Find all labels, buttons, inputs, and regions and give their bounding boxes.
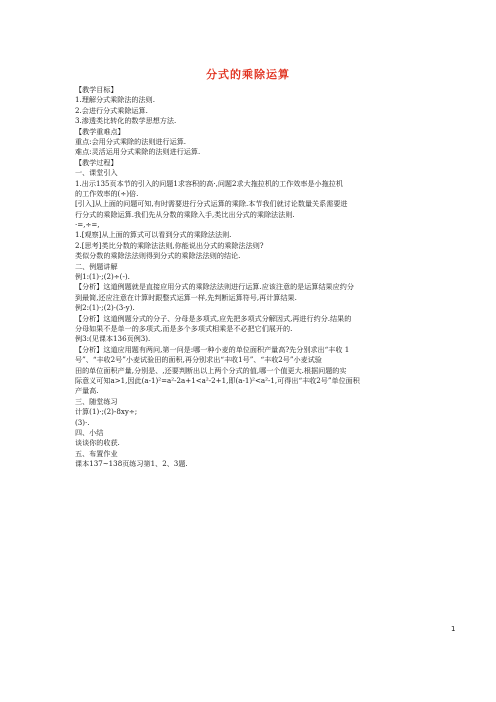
page-number: 1 <box>451 625 456 633</box>
document-line: 四、小结 <box>75 427 104 437</box>
page-title: 分式的乘除运算 <box>206 68 290 81</box>
document-line: 到最简,还应注意在计算时跟整式运算一样,先判断运算符号,再计算结果. <box>75 292 297 302</box>
document-line: 【分析】这道例题分式的分子、分母是多项式,应先把多项式分解因式,再进行约分.结果的 <box>75 313 352 323</box>
document-line: 三、随堂练习 <box>75 396 118 406</box>
document-line: 【教学过程】 <box>75 157 118 167</box>
document-line: 2.会进行分式乘除运算. <box>75 105 148 115</box>
document-line: 二、例题讲解 <box>75 261 118 271</box>
document-line: 产量高. <box>75 386 99 396</box>
document-line: 的工作效率的(÷)倍. <box>75 188 139 198</box>
document-line: 1.[观察]从上面的算式可以看到分式的乘除法法则. <box>75 230 232 240</box>
document-line: 谈谈你的收获. <box>75 438 120 448</box>
document-line: 五、布置作业 <box>75 448 118 458</box>
document-line: 分母如果不是单一的多项式,而是多个多项式相乘是不必把它们展开的. <box>75 323 293 333</box>
document-line: 例1:(1)·;(2)÷(-). <box>75 272 130 282</box>
document-line: 1.理解分式乘除法的法则. <box>75 95 155 105</box>
document-line: 例3:(见课本136页例3). <box>75 334 151 344</box>
document-line: 【分析】这道例题就是直接应用分式的乘除法法则进行运算.应该注意的是运算结果应约分 <box>75 282 354 292</box>
document-line: 【分析】这道应用题有两问,第一问是:哪一种小麦的单位面积产量高?先分别求出“丰收 1 <box>75 344 350 354</box>
document-line: (3)·. <box>75 417 90 427</box>
document-line: ·=,÷=, <box>75 220 100 230</box>
document-line: 【教学重难点】 <box>75 126 125 136</box>
document-line: 田的单位面积产量,分别是、,还要判断出以上两个分式的值,哪一个值更大.根据问题的实 <box>75 365 347 375</box>
document-body <box>75 85 420 469</box>
document-line: 类似分数的乘除法法则得到分式的乘除法法则的结论. <box>75 251 241 261</box>
document-line: [引入]从上面的问题可知,有时需要进行分式运算的乘除.本节我们就讨论数量关系需要进 <box>75 199 348 209</box>
document-line: 一、课堂引入 <box>75 168 118 178</box>
document-line: 号”、“丰收2号”小麦试验田的面积,再分别求出“丰收1号”、“丰收2号”小麦试验 <box>75 355 322 365</box>
document-line: 课本137~138页练习第1、2、3题. <box>75 459 188 469</box>
document-line: 3.渗透类比转化的数学思想方法. <box>75 116 177 126</box>
document-line: 例2:(1)·;(2)·(3-y). <box>75 303 135 313</box>
document-line: 计算(1)·;(2)-8xy÷; <box>75 407 138 417</box>
document-line: 难点:灵活运用分式乘除的法则进行运算. <box>75 147 201 157</box>
document-line: 际意义可知a>1,因此(a-1)²=a²-2a+1<a²-2+1,即(a-1)²<a²-1,可得出“丰收2号”单位面积 <box>75 375 360 385</box>
document-line: 重点:会用分式乘除的法则进行运算. <box>75 136 187 146</box>
document-line: 行分式的乘除运算.我们先从分数的乘除入手,类比出分式的乘除法法则. <box>75 209 295 219</box>
document-line: 1.出示135页本节的引入的问题1求容积的高·,问题2求大拖拉机的工作效率是小拖拉机 <box>75 178 343 188</box>
document-line: 【教学目标】 <box>75 85 118 94</box>
document-line: 2.[思考]类比分数的乘除法法则,你能说出分式的乘除法法则? <box>75 240 264 250</box>
